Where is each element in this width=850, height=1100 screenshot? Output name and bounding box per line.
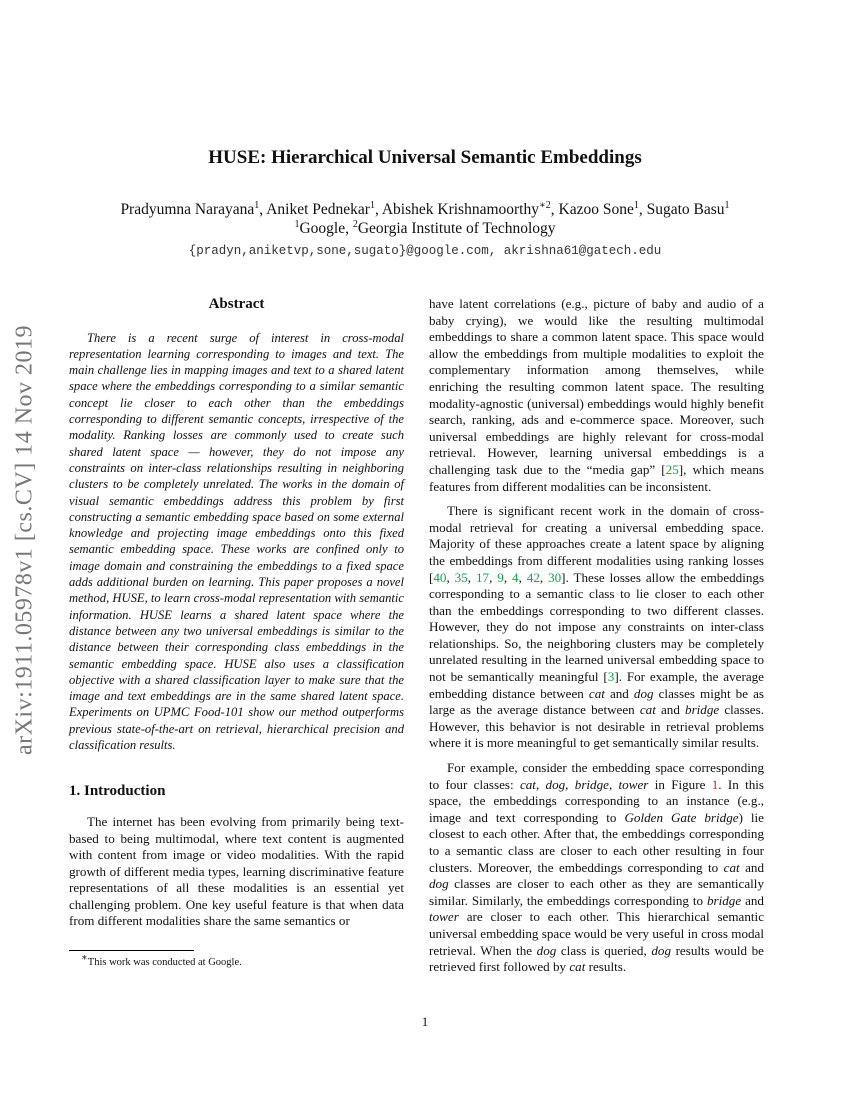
intro-paragraph: For example, consider the embedding space corresponding to four classes: cat, dog, bridge, tower in Figure 1. In this space, the embeddings corresponding to an instance (e.g., image and text corresponding to Golden Gate bridge) lie closest to each other. After that, the embeddings corresponding to a semantic class are closer to each other resulting in four clusters. Moreover, the embeddings corresponding to cat and dog classes are closer to each other as they are semantically similar. Similarly, the embeddings corresponding to bridge and tower are closer to each other. This hierarchical semantic universal embedding space would be very useful in cross modal retrieval. When the dog class is queried, dog results would be retrieved first followed by cat results.	[429, 760, 765, 975]
arxiv-identifier-text: arXiv:1911.05978v1 [cs.CV] 14 Nov 2019	[11, 324, 38, 756]
footnote-divider	[69, 950, 194, 951]
abstract-heading: Abstract	[208, 296, 265, 312]
author-name: Pradyumna Narayana	[120, 201, 255, 218]
author-name: Sugato Basu	[646, 201, 725, 218]
section-heading-introduction: 1. Introduction	[69, 783, 166, 800]
arxiv-identifier	[6, 285, 44, 795]
affiliation-org: Google,	[299, 220, 353, 237]
intro-paragraph-continued: have latent correlations (e.g., picture of baby and audio of a baby crying), we would like the resulting multimodal embeddings to share a common latent space. This space would allow the embeddings from multiple modalities to exploit the complementary information among themselves, while enriching the resulting common latent space. The resulting modality-agnostic (universal) embeddings would highly benefit search, ranking, ads and e-commerce space. Moreover, such universal embeddings are highly relevant for cross-modal retrieval. However, learning universal embeddings is a challenging task due to the “media gap” [25], which means features from different modalities can be inconsistent.	[429, 296, 764, 494]
author-affiliation-mark: 1	[369, 199, 375, 211]
citation-link[interactable]: 17	[475, 569, 490, 585]
right-column	[429, 296, 764, 984]
author-affiliation-mark: 1	[254, 199, 260, 211]
author-affiliation-mark: 1	[633, 199, 639, 211]
citation-link[interactable]: 3	[607, 669, 615, 685]
citation-link[interactable]: 40	[433, 569, 447, 585]
author-name: Kazoo Sone	[558, 201, 634, 218]
affiliation-org: Georgia Institute of Technology	[357, 220, 556, 237]
abstract-text: There is a recent surge of interest in cross-modal representation learning corresponding to images and text. The main challenge lies in mapping images and text to a shared latent space where the embeddings corresponding to a similar semantic concept lie closer to each other than the embeddings corresponding to different semantic concepts, irrespective of the modality. Ranking losses are commonly used to create such shared latent space — however, they do not impose any constraints on inter-class relationships resulting in neighboring clusters to be completely unrelated. The works in the domain of visual semantic embeddings address this problem by first constructing a semantic embedding space based on some external knowledge and projecting image embeddings onto this fixed semantic embedding space. These works are confined only to image domain and constraining the embeddings to a fixed space adds additional burden on learning. This paper proposes a novel method, HUSE, to learn cross-modal representation with semantic information. HUSE learns a shared latent space where the distance between any two universal embeddings is similar to the distance between their corresponding class embeddings in the semantic embedding space. HUSE also uses a classification objective with a shared classification layer to make sure that the image and text embeddings are in the same shared latent space. Experiments on UPMC Food-101 show our method outperforms previous state-of-the-art on retrieval, hierarchical precision and classification results.	[69, 330, 404, 753]
left-column	[69, 296, 404, 972]
paper-title: HUSE: Hierarchical Universal Semantic Embeddings	[208, 147, 642, 168]
author-name: Abishek Krishnamoorthy	[381, 201, 539, 218]
footnote-text: This work was conducted at Google.	[87, 957, 242, 969]
citation-link[interactable]: 4	[512, 569, 519, 585]
author-list: Pradyumna Narayana$^1$, Aniket Pednekar$^1$, Abishek Krishnamoorthy$^{∗2}$, Kazoo Sone$^1$, Sugato Basu$^1$	[120, 199, 730, 218]
affiliation-mark: 1	[294, 218, 300, 230]
figure-reference-link[interactable]: 1	[711, 776, 719, 792]
footnote-mark: ∗	[81, 952, 88, 964]
author-affiliation-mark: 1	[724, 199, 730, 211]
citation-link[interactable]: 30	[548, 569, 562, 585]
author-name: Aniket Pednekar	[266, 201, 370, 218]
author-affiliation-mark: ∗2	[538, 199, 551, 211]
citation-link[interactable]: 25	[665, 461, 679, 477]
citation-link[interactable]: 35	[454, 569, 468, 585]
citation-link[interactable]: 42	[526, 569, 540, 585]
author-emails: {pradyn,aniketvp,sone,sugato}@google.com, akrishna61@gatech.edu	[188, 244, 662, 258]
citation-link[interactable]: 9	[497, 569, 504, 585]
intro-paragraph: There is significant recent work in the domain of cross-modal retrieval for creating a universal embedding space. Majority of these approaches create a latent space by aligning the embeddings from different modalities using ranking losses [40, 35, 17, 9, 4, 42, 30]. These losses allow the embeddings corresponding to a semantic class to lie closer to each other than the embeddings corresponding to two different classes. However, they do not impose any constraints on inter-class relationships. So, the neighboring clusters may be completely unrelated resulting in the learned universal embedding space to not be semantically meaningful [3]. For example, the average embedding distance between cat and dog classes might be as large as the average distance between cat and bridge classes. However, this behavior is not desirable in retrieval problems where it is more meaningful to get semantically similar results.	[429, 503, 765, 751]
intro-paragraph: The internet has been evolving from primarily being text-based to being multimodal, where text content is augmented with content from image or video modalities. With the rapid growth of different media types, learning discriminative feature representations of all these modalities is an essential yet challenging problem. One key useful feature is that when data from different modalities share the same semantics or	[69, 813, 404, 929]
page-number: 1	[421, 1014, 429, 1029]
affiliation-mark: 2	[352, 218, 358, 230]
footnote	[69, 952, 404, 972]
affiliations	[0, 220, 850, 238]
